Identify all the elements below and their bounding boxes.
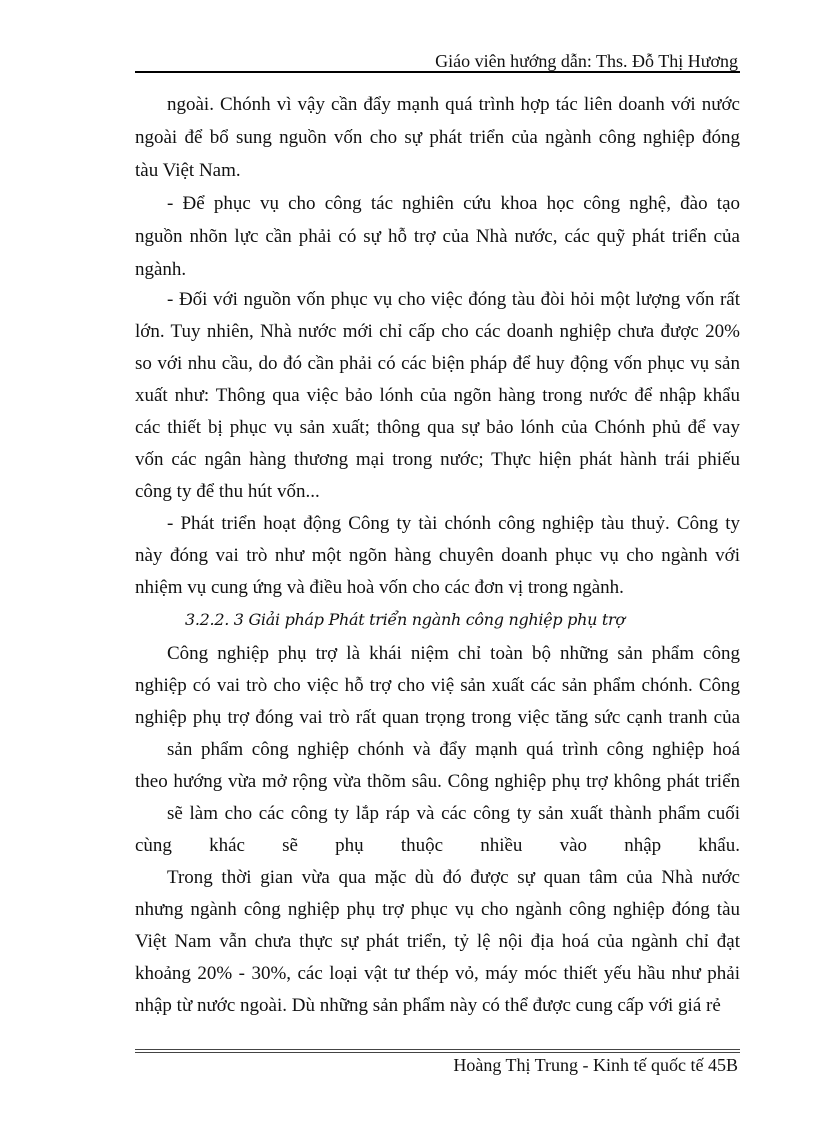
text-line: sản phẩm công nghiệp chónh và đẩy mạnh quá trình công nghiệp hoá bbox=[167, 739, 740, 760]
text-line: theo hướng vừa mở rộng vừa thõm sâu. Công nghiệp phụ trợ không phát triển bbox=[135, 771, 740, 792]
text-line: ngành. bbox=[135, 259, 187, 280]
page-header: Giáo viên hướng dẫn: Ths. Đỗ Thị Hương bbox=[435, 51, 738, 71]
text-line: cùng khác sẽ phụ thuộc nhiều vào nhập khẩu. bbox=[135, 835, 740, 856]
text-line: nhiệm vụ cung ứng và điều hoà vốn cho các đơn vị trong ngành. bbox=[135, 577, 624, 598]
text-line: so với nhu cầu, do đó cần phải có các biện pháp để huy động vốn phục vụ sản bbox=[135, 353, 740, 374]
text-line: công ty để thu hút vốn... bbox=[135, 481, 320, 502]
text-line: Trong thời gian vừa qua mặc dù đó được sự quan tâm của Nhà nước bbox=[167, 867, 740, 888]
text-line: ngoài để bổ sung nguồn vốn cho sự phát triển của ngành công nghiệp đóng bbox=[135, 127, 740, 148]
text-line: - Phát triển hoạt động Công ty tài chónh công nghiệp tàu thuỷ. Công ty bbox=[167, 513, 740, 534]
text-line: Việt Nam vẫn chưa thực sự phát triển, tỷ lệ nội địa hoá của ngành chỉ đạt bbox=[135, 931, 740, 952]
text-line: xuất như: Thông qua việc bảo lónh của ngõn hàng trong nước để nhập khẩu bbox=[135, 385, 740, 406]
text-line: khoảng 20% - 30%, các loại vật tư thép vỏ, máy móc thiết yếu hầu như phải bbox=[135, 963, 740, 984]
text-line: nhưng ngành công nghiệp phụ trợ phục vụ cho ngành công nghiệp đóng tàu bbox=[135, 899, 740, 920]
text-line: sẽ làm cho các công ty lắp ráp và các công ty sản xuất thành phẩm cuối bbox=[167, 803, 740, 824]
text-line: ngoài. Chónh vì vậy cần đẩy mạnh quá trình hợp tác liên doanh với nước bbox=[167, 94, 740, 115]
text-line: vốn các ngân hàng thương mại trong nước; Thực hiện phát hành trái phiếu bbox=[135, 449, 740, 470]
text-line: nhập từ nước ngoài. Dù những sản phẩm này có thể được cung cấp với giá rẻ bbox=[135, 995, 721, 1016]
text-line: - Để phục vụ cho công tác nghiên cứu khoa học công nghệ, đào tạo bbox=[167, 193, 740, 214]
text-line: nghiệp phụ trợ đóng vai trò rất quan trọng trong việc tăng sức cạnh tranh của bbox=[135, 707, 740, 728]
text-line: nguồn nhõn lực cần phải có sự hỗ trợ của Nhà nước, các quỹ phát triển của bbox=[135, 226, 740, 247]
text-line: nghiệp có vai trò cho việc hỗ trợ cho việ sản xuất các sản phẩm chónh. Công bbox=[135, 675, 740, 696]
section-heading: 3.2.2. 3 Giải pháp Phát triển ngành công nghiệp phụ trợ bbox=[185, 610, 625, 629]
text-line: Công nghiệp phụ trợ là khái niệm chỉ toàn bộ những sản phẩm công bbox=[167, 643, 740, 664]
text-line: này đóng vai trò như một ngõn hàng chuyên doanh phục vụ cho ngành với bbox=[135, 545, 740, 566]
text-line: lớn. Tuy nhiên, Nhà nước mới chỉ cấp cho các doanh nghiệp chưa được 20% bbox=[135, 321, 740, 342]
text-line: - Đối với nguồn vốn phục vụ cho việc đóng tàu đòi hỏi một lượng vốn rất bbox=[167, 289, 740, 310]
page-footer: Hoàng Thị Trung - Kinh tế quốc tế 45B bbox=[453, 1055, 738, 1075]
header-rule bbox=[135, 71, 740, 73]
text-line: tàu Việt Nam. bbox=[135, 160, 241, 181]
text-line: các thiết bị phục vụ sản xuất; thông qua sự bảo lónh của Chónh phủ để vay bbox=[135, 417, 740, 438]
